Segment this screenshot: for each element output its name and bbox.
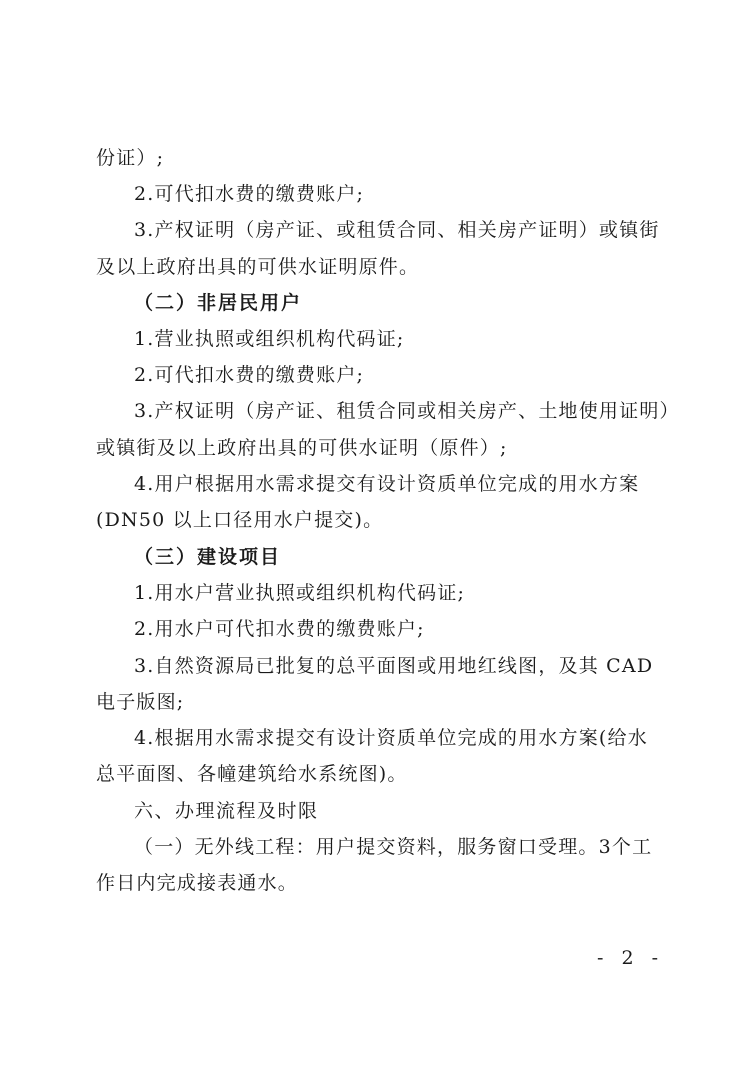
text-line-6: 1.营业执照或组织机构代码证; [134,328,405,350]
text-line-20: （一）无外线工程：用户提交资料，服务窗口受理。3个工 [134,836,653,858]
text-line-9: 或镇街及以上政府出具的可供水证明（原件）; [96,437,508,459]
page-number: - 2 - [597,947,665,969]
text-line-1: 份证）; [96,147,165,169]
text-line-14: 2.用水户可代扣水费的缴费账户; [134,618,425,640]
text-line-21: 作日内完成接表通水。 [96,872,299,894]
text-line-4: 及以上政府出具的可供水证明原件。 [96,256,420,278]
text-line-13: 1.用水户营业执照或组织机构代码证; [134,582,466,604]
section-heading-process: 六、办理流程及时限 [134,800,319,822]
text-line-18: 总平面图、各幢建筑给水系统图)。 [96,763,408,785]
text-line-16: 电子版图; [96,691,185,713]
subheading-construction-project: （三）建设项目 [134,546,282,568]
text-line-11: (DN50 以上口径用水户提交)。 [96,509,384,531]
text-line-15: 3.自然资源局已批复的总平面图或用地红线图，及其 CAD [134,655,654,677]
text-line-2: 2.可代扣水费的缴费账户; [134,183,365,205]
text-line-7: 2.可代扣水费的缴费账户; [134,364,365,386]
text-line-10: 4.用户根据用水需求提交有设计资质单位完成的用水方案 [134,473,640,495]
text-line-8: 3.产权证明（房产证、租赁合同或相关房产、土地使用证明） [134,400,680,422]
subheading-non-residential: （二）非居民用户 [134,292,303,314]
text-line-17: 4.根据用水需求提交有设计资质单位完成的用水方案(给水 [134,727,648,749]
text-line-3: 3.产权证明（房产证、或租赁合同、相关房产证明）或镇街 [134,219,660,241]
